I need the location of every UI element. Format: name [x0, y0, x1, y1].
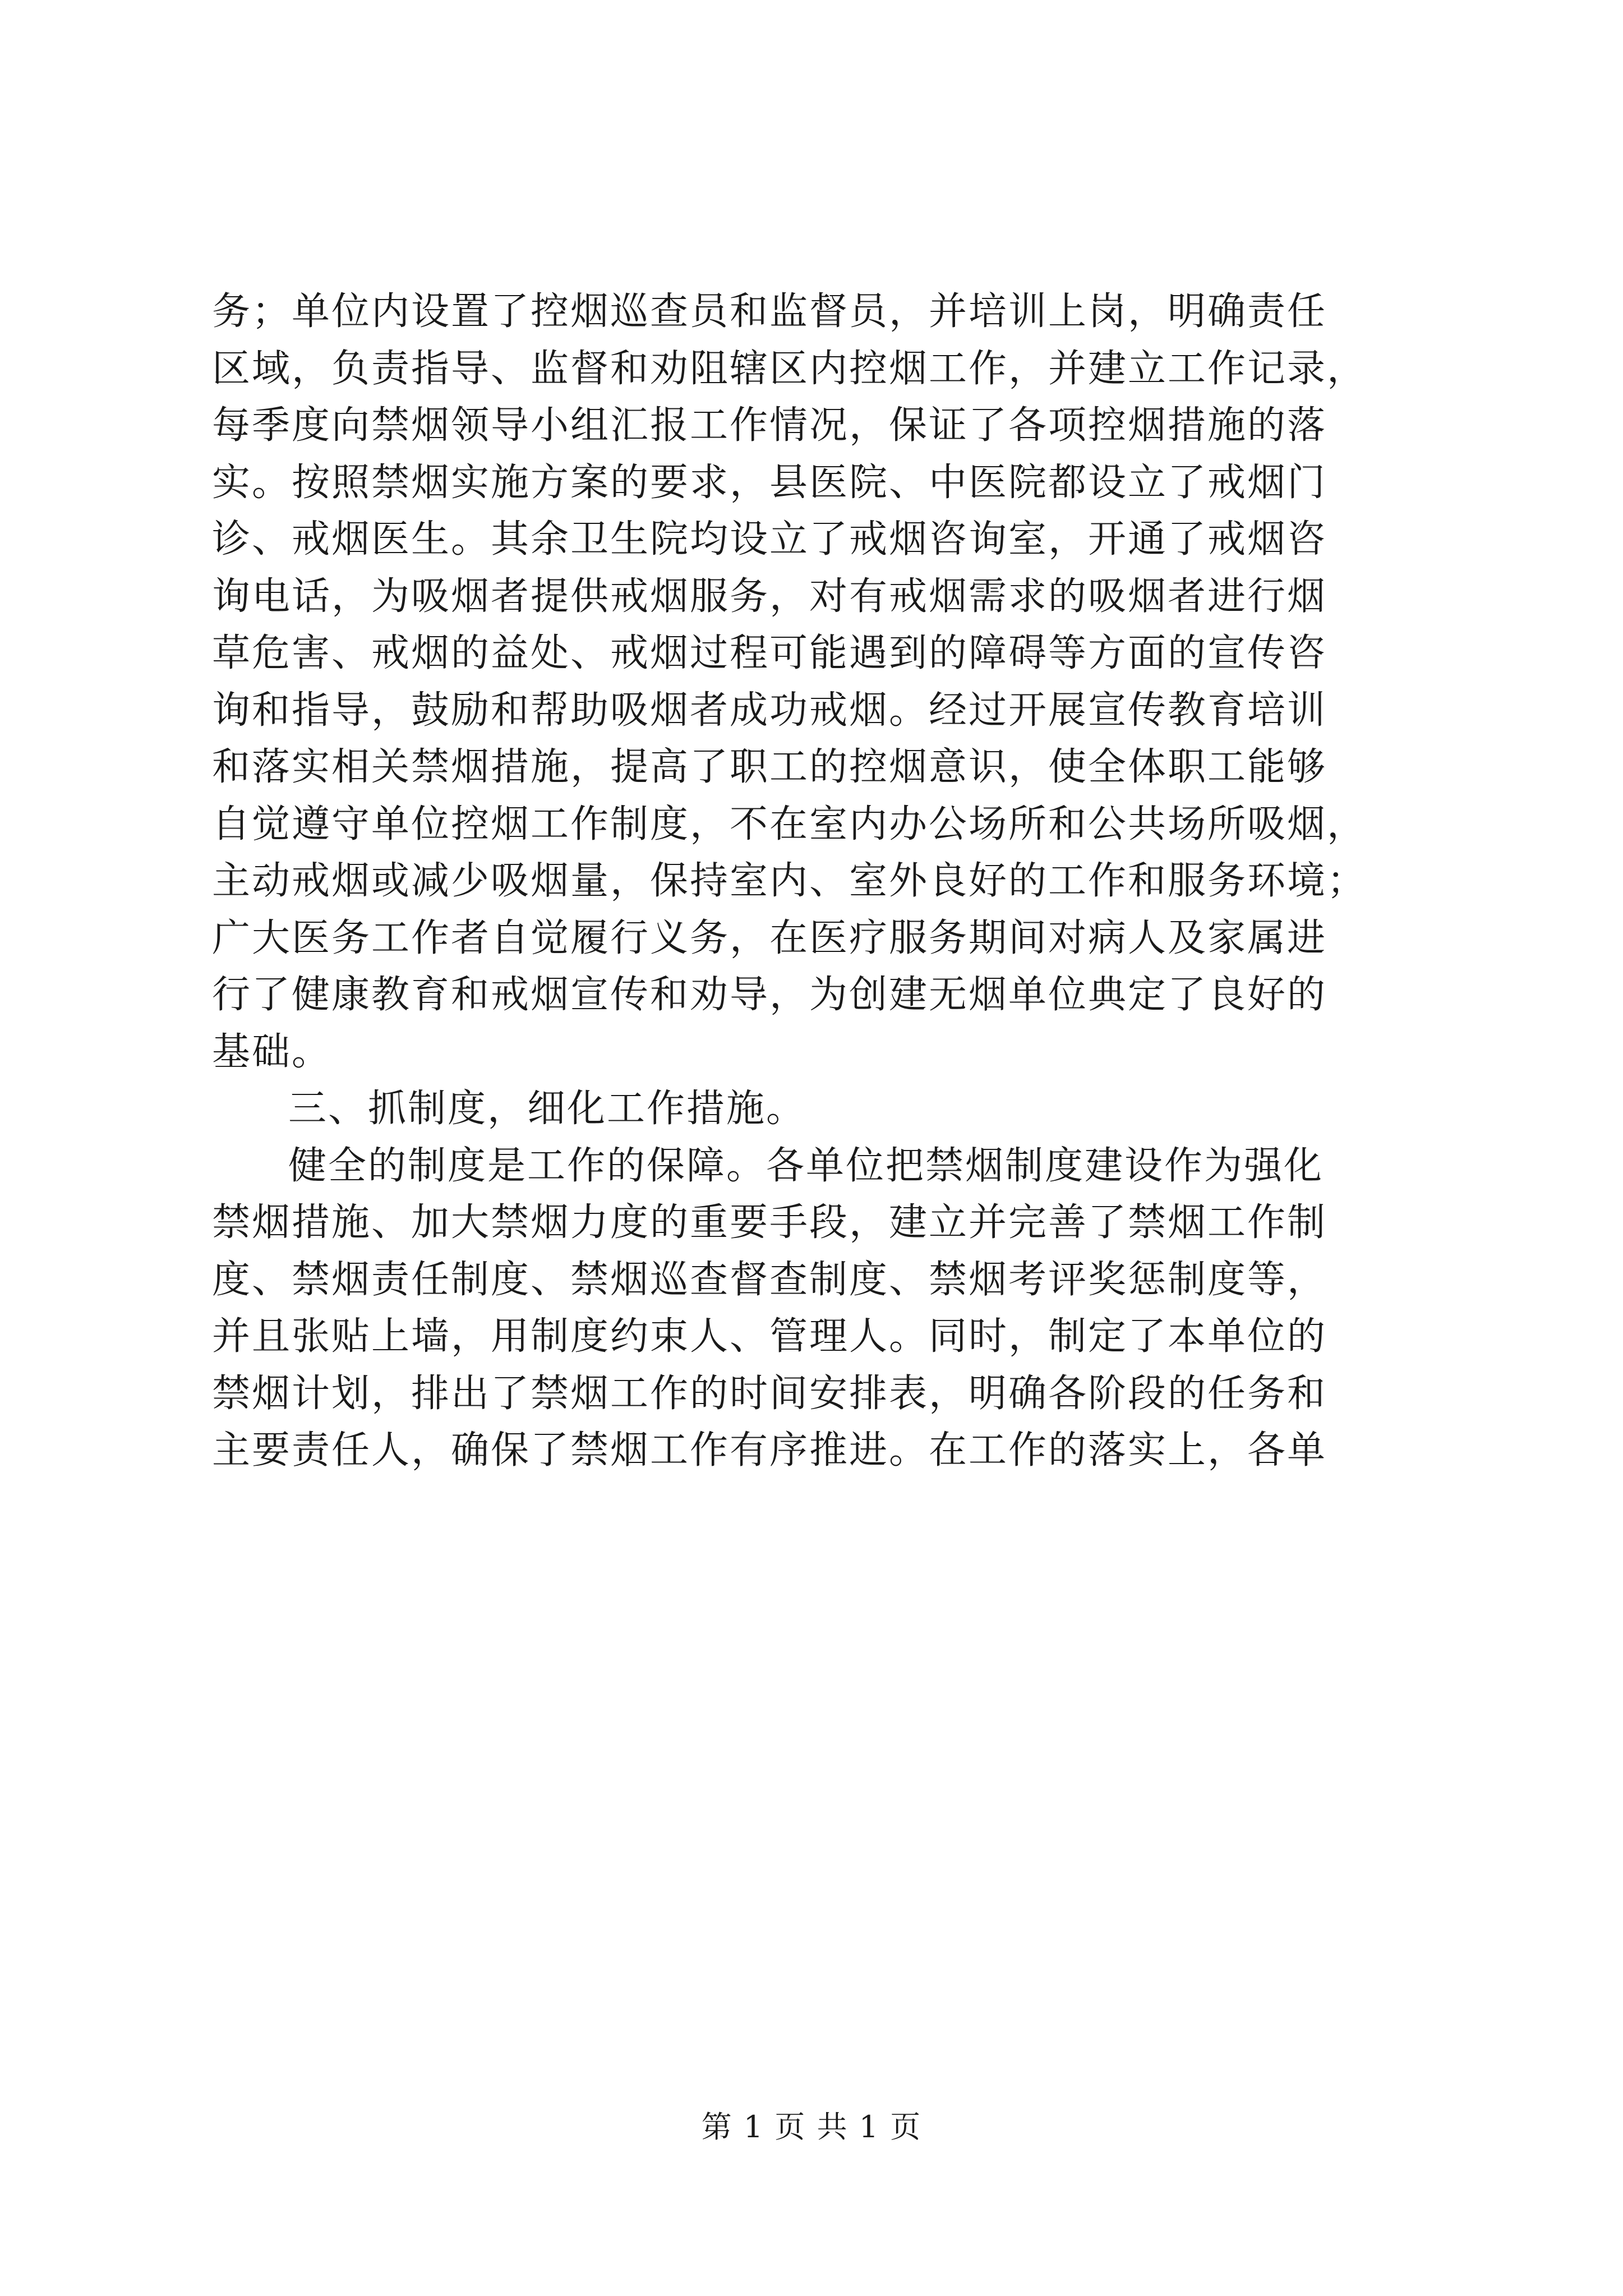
text-line: 诊、戒烟医生。其余卫生院均设立了戒烟咨询室，开通了戒烟咨 [212, 517, 1327, 562]
text-line: 度、禁烟责任制度、禁烟巡查督查制度、禁烟考评奖惩制度等， [212, 1257, 1327, 1302]
text-line: 询和指导，鼓励和帮助吸烟者成功戒烟。经过开展宣传教育培训 [212, 688, 1327, 733]
text-line: 主动戒烟或减少吸烟量，保持室内、室外良好的工作和服务环境； [212, 859, 1367, 903]
text-line: 禁烟措施、加大禁烟力度的重要手段，建立并完善了禁烟工作制 [212, 1200, 1327, 1245]
text-line: 每季度向禁烟领导小组汇报工作情况，保证了各项控烟措施的落 [212, 403, 1327, 448]
text-line: 务；单位内设置了控烟巡查员和监督员，并培训上岗，明确责任 [212, 289, 1327, 334]
text-line: 并且张贴上墙，用制度约束人、管理人。同时，制定了本单位的 [212, 1314, 1327, 1359]
page-footer [0, 2108, 1623, 2147]
text-line: 健全的制度是工作的保障。各单位把禁烟制度建设作为强化 [288, 1143, 1324, 1188]
text-line: 实。按照禁烟实施方案的要求，县医院、中医院都设立了戒烟门 [212, 460, 1327, 505]
text-line: 区域，负责指导、监督和劝阻辖区内控烟工作，并建立工作记录， [212, 346, 1367, 391]
text-line: 广大医务工作者自觉履行义务，在医疗服务期间对病人及家属进 [212, 915, 1327, 960]
document-body [212, 283, 1423, 1479]
text-line: 草危害、戒烟的益处、戒烟过程可能遇到的障碍等方面的宣传咨 [212, 631, 1327, 675]
text-line: 询电话，为吸烟者提供戒烟服务，对有戒烟需求的吸烟者进行烟 [212, 574, 1327, 619]
page-number-label: 第 1 页 共 1 页 [701, 2109, 922, 2145]
text-line: 自觉遵守单位控烟工作制度，不在室内办公场所和公共场所吸烟， [212, 802, 1367, 846]
text-line: 基础。 [212, 1029, 332, 1074]
text-line: 行了健康教育和戒烟宣传和劝导，为创建无烟单位典定了良好的 [212, 973, 1327, 1017]
text-line: 禁烟计划，排出了禁烟工作的时间安排表，明确各阶段的任务和 [212, 1371, 1327, 1416]
text-line: 和落实相关禁烟措施，提高了职工的控烟意识，使全体职工能够 [212, 745, 1327, 789]
text-line: 主要责任人，确保了禁烟工作有序推进。在工作的落实上，各单 [212, 1428, 1327, 1473]
section-heading: 三、抓制度，细化工作措施。 [288, 1087, 806, 1131]
